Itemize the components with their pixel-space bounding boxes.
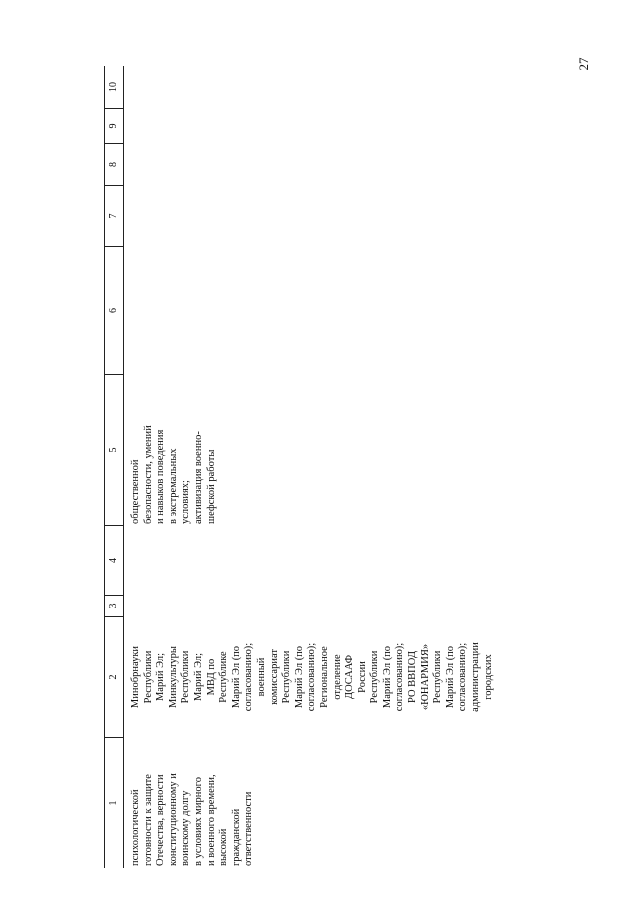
rotated-table xyxy=(104,66,494,868)
table-header-row xyxy=(104,66,124,868)
column-header-2: 2 xyxy=(105,617,123,738)
cell-col5: общественной безопасности, умений и навыков поведения в экстремальных условиях; активизация военно- шефской работы xyxy=(130,425,217,524)
table-row xyxy=(130,66,590,868)
column-header-10: 10 xyxy=(105,66,123,109)
column-header-5: 5 xyxy=(105,375,123,526)
column-header-4: 4 xyxy=(105,526,123,596)
column-header-1: 1 xyxy=(108,800,119,806)
page-number: 27 xyxy=(576,57,591,71)
column-header-6: 6 xyxy=(105,247,123,375)
cell-col1: психологической готовности к защите Отечества, верности конституционному и воинскому долгу в условиях мирного и военного времени, высокой гражданской ответственности xyxy=(130,773,255,866)
column-header-7: 7 xyxy=(105,186,123,247)
column-header-8: 8 xyxy=(105,144,123,186)
cell-col2: Минобрнауки Республики Марий Эл; Минкультуры Республики Марий Эл; МВД по Республике Марий Эл (по согласованию); военный комиссариат Республики Марий Эл (по согласованию); Региональное отделение ДОСААФ России Республики Марий Эл (по согласованию); РО ВВПОД «ЮНАРМИЯ» Республики Марий Эл (по согласованию); администрации городских xyxy=(130,642,494,712)
column-header-3: 3 xyxy=(105,596,123,617)
column-header-9: 9 xyxy=(105,109,123,144)
